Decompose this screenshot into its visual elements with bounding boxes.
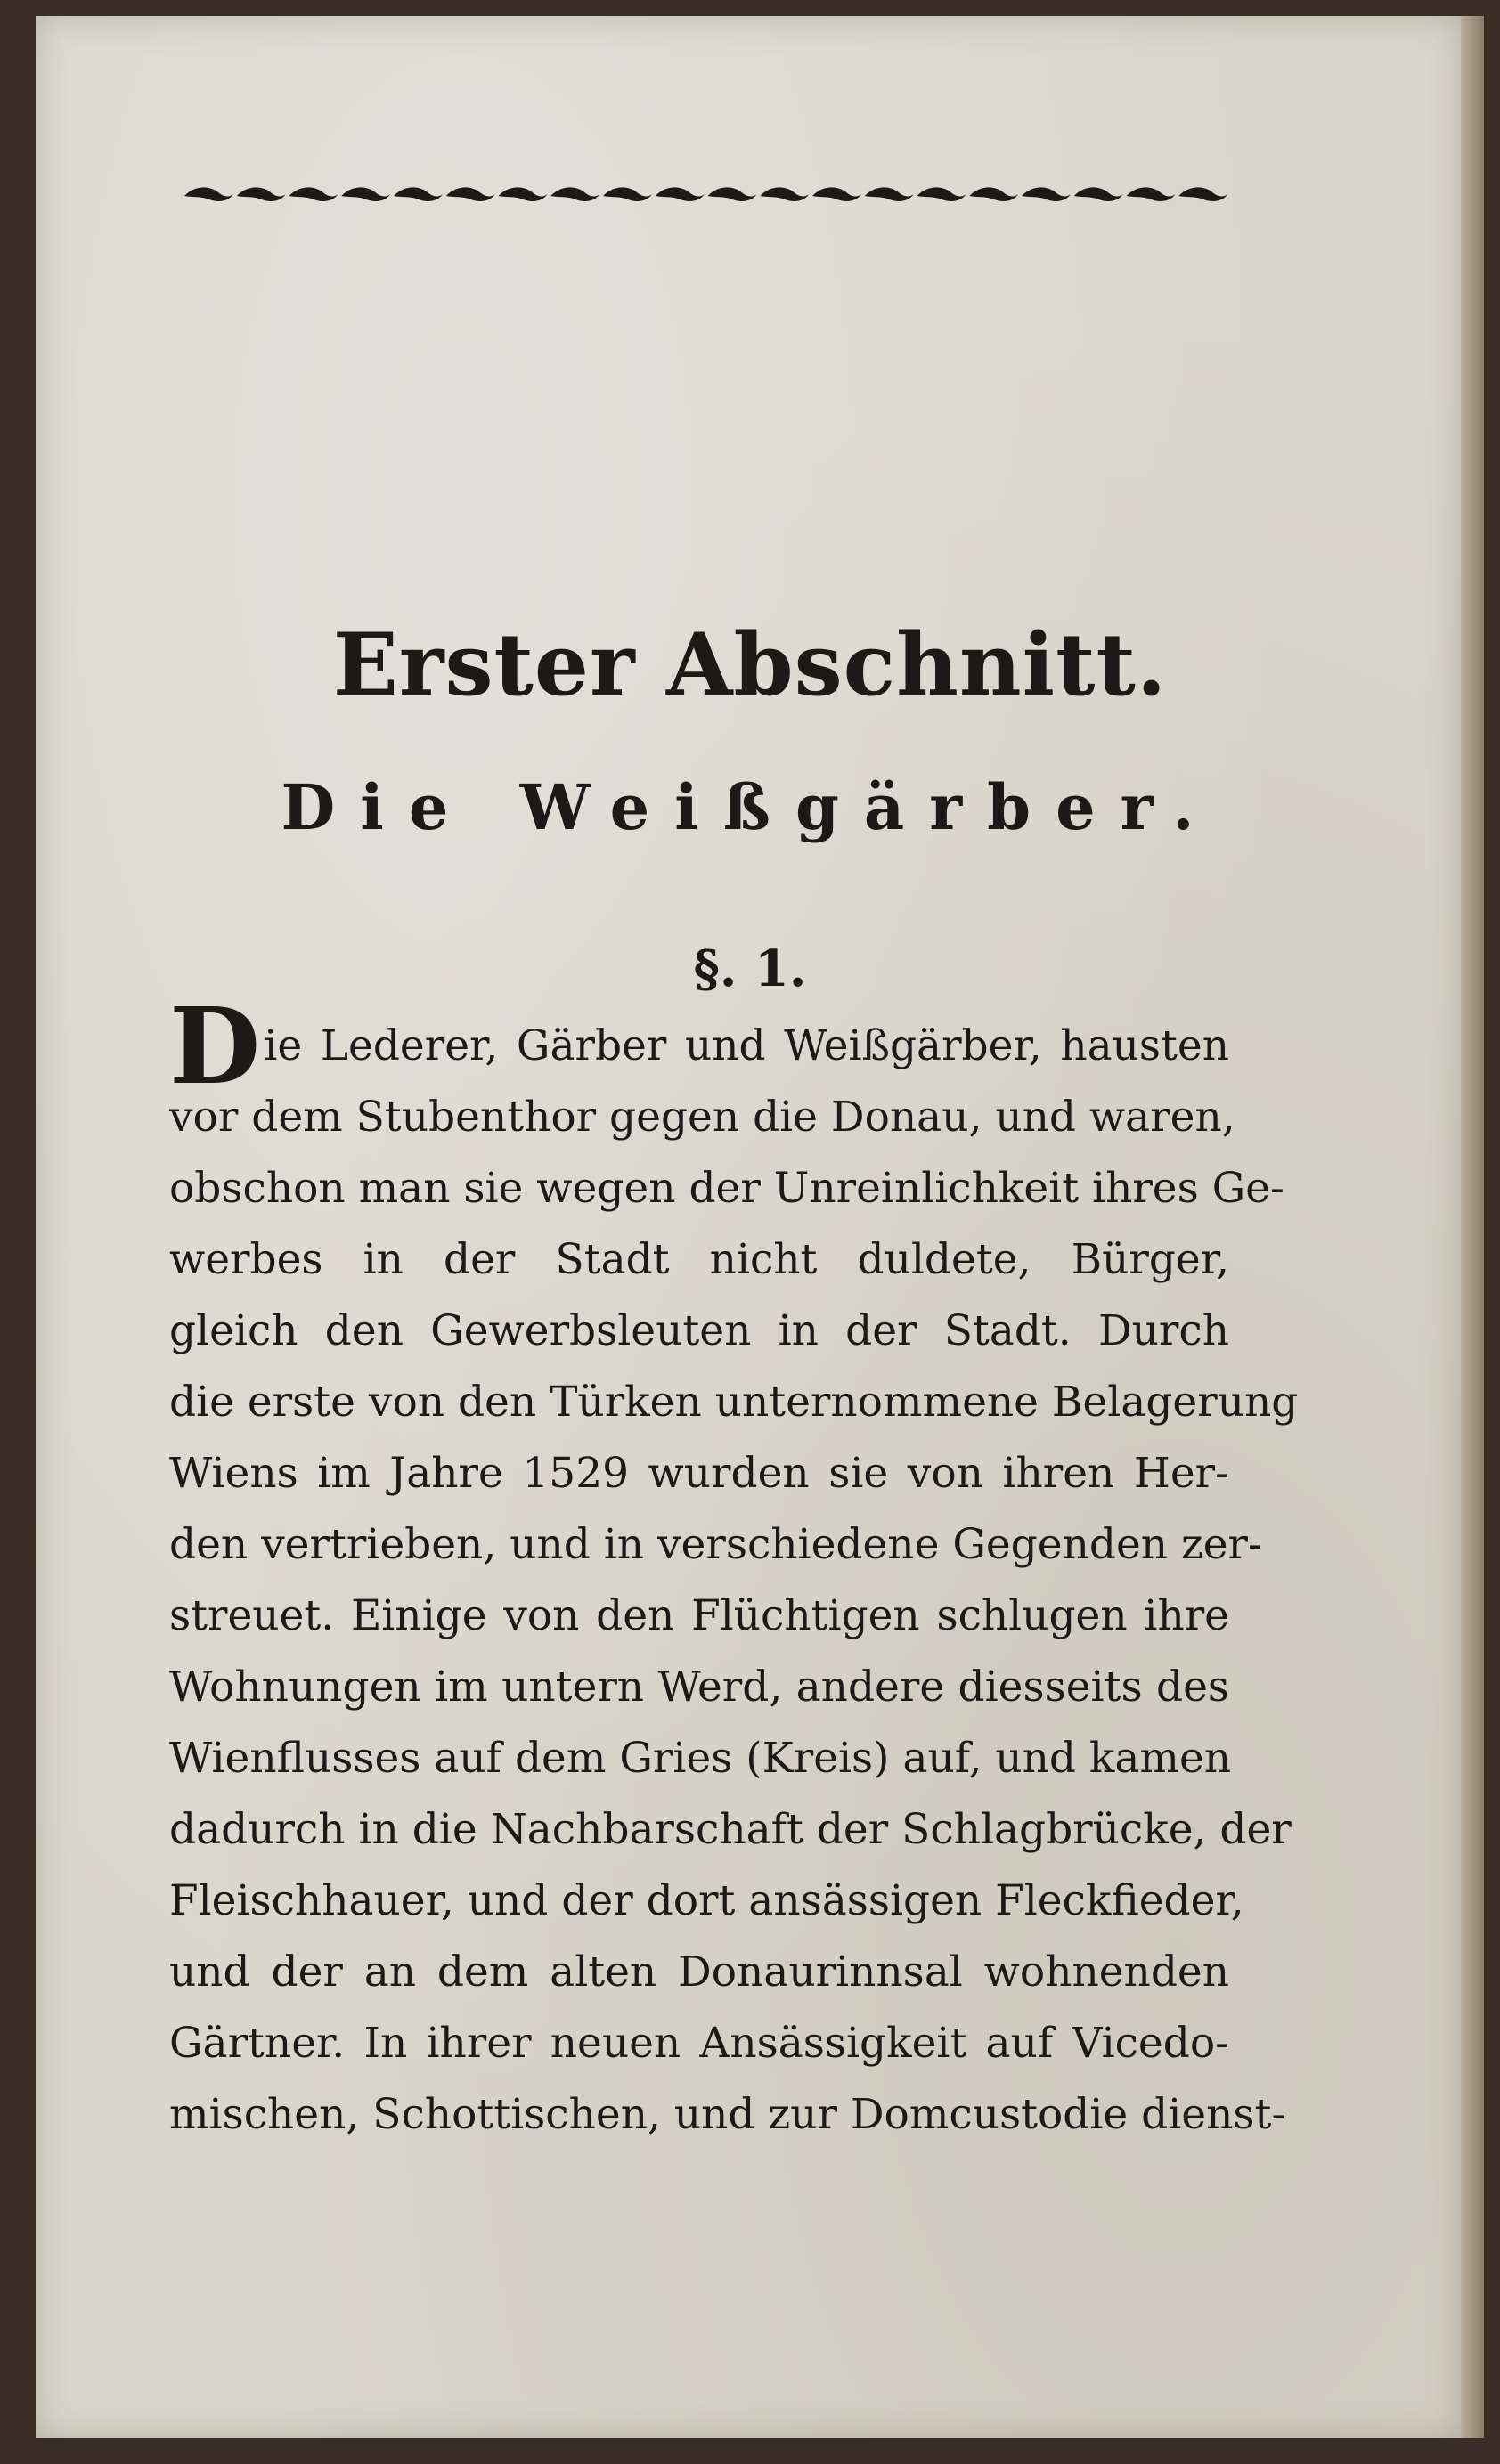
- chapter-title: Erster Abschnitt.: [332, 614, 1168, 715]
- body-text: [169, 984, 1299, 2151]
- text-line: werbes in der Stadt nicht duldete, Bürger,: [169, 1235, 1229, 1284]
- first-line: [169, 984, 1229, 1108]
- text-line: Wiens im Jahre 1529 wurden sie von ihren Her-: [169, 1449, 1229, 1498]
- text-line: Wienflusses auf dem Gries (Kreis) auf, und kamen: [169, 1734, 1232, 1783]
- text-line: gleich den Gewerbsleuten in der Stadt. Durch: [169, 1306, 1229, 1355]
- text-line: Gärtner. In ihrer neuen Ansässigkeit auf Vicedo-: [169, 2019, 1229, 2068]
- first-line-text: ie Lederer, Gärber und Weißgärber, hausten: [264, 1021, 1229, 1070]
- drop-cap: D: [169, 984, 261, 1108]
- text-line: Wohnungen im untern Werd, andere diesseits des: [169, 1663, 1229, 1712]
- text-line: mischen, Schottischen, und zur Domcustodie dienst-: [169, 2090, 1286, 2139]
- text-line: und der an dem alten Donaurinnsal wohnenden: [169, 1948, 1229, 1996]
- chapter-subtitle: Die Weißgärber.: [281, 770, 1219, 844]
- text-line: den vertrieben, und in verschiedene Gegenden zer-: [169, 1520, 1262, 1569]
- text-line: die erste von den Türken unternommene Belagerung: [169, 1378, 1299, 1427]
- ornamental-rule: [183, 178, 1229, 210]
- page-edge: [1461, 16, 1484, 2438]
- section-number: §. 1.: [693, 939, 807, 998]
- text-line: streuet. Einige von den Flüchtigen schlugen ihre: [169, 1591, 1229, 1640]
- text-line: Fleischhauer, und der dort ansässigen Fleckfieder,: [169, 1876, 1244, 1925]
- text-line: vor dem Stubenthor gegen die Donau, und waren,: [169, 1093, 1235, 1142]
- text-line: dadurch in die Nachbarschaft der Schlagbrücke, der: [169, 1805, 1292, 1854]
- text-line: obschon man sie wegen der Unreinlichkeit ihres Ge-: [169, 1164, 1284, 1213]
